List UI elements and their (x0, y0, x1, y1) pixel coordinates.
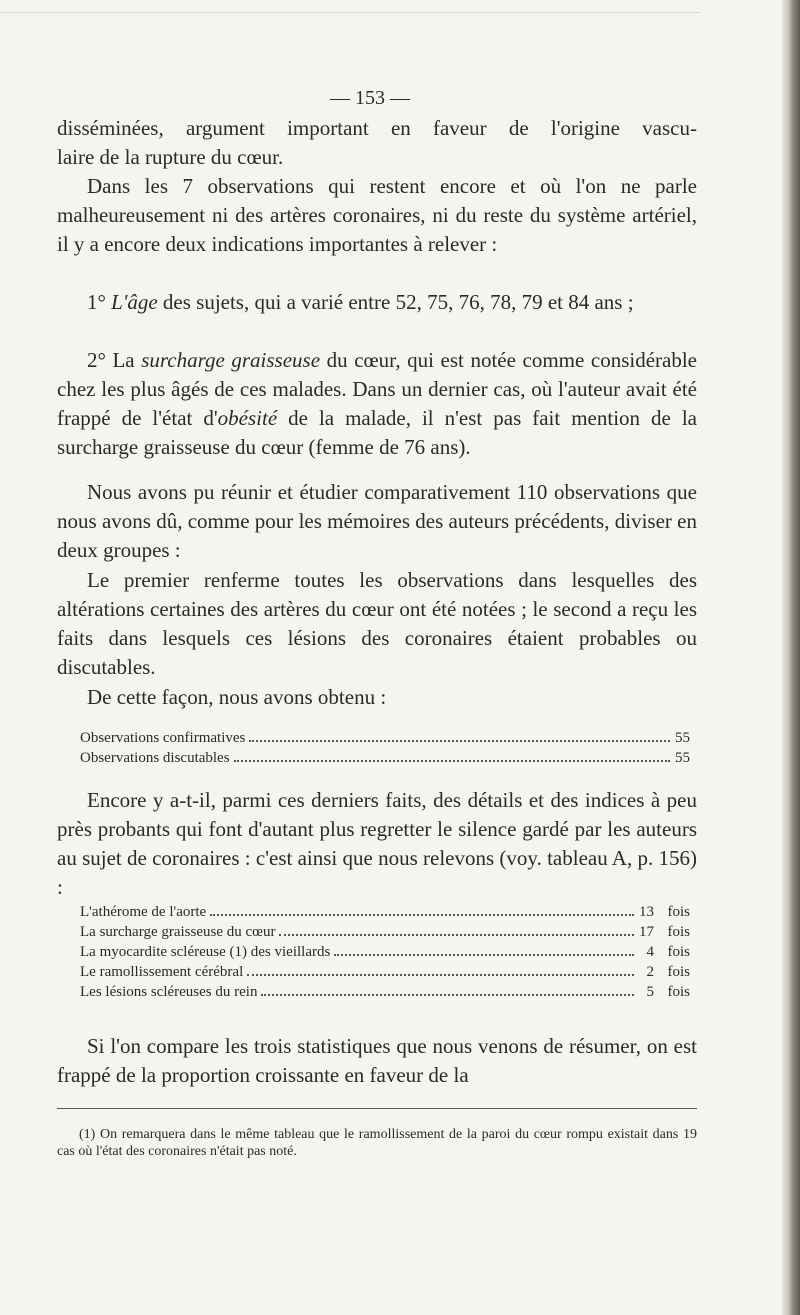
paragraph-110-observations: Nous avons pu réunir et étudier comparativement 110 observations que nous avons dû, comme pour les mémoires des auteurs précédents, diviser en deux groupes : (57, 480, 697, 562)
footnote-rule (57, 1108, 697, 1109)
table-row: Les lésions scléreuses du rein 5 fois (80, 984, 690, 1000)
paragraph-observations: Dans les 7 observations qui restent encore et où l'on ne parle malheureusement ni des artères coronaires, ni du reste du système artériel, il y a encore deux indications importantes à relever : (57, 174, 697, 256)
table-row: Observations discutables 55 (80, 750, 690, 766)
scan-top-edge (0, 12, 700, 13)
table-observations (80, 728, 690, 768)
page-number: — 153 — (330, 87, 410, 109)
table-row: La myocardite scléreuse (1) des vieillards 4 fois (80, 944, 690, 960)
paragraph-groups: Le premier renferme toutes les observations dans lesquelles des altérations certaines des artères du cœur ont été notées ; le second a reçu les faits dans lesquels ces lésions des coronaires étaient probables ou discutables. (57, 568, 697, 679)
footnote: (1) On remarquera dans le même tableau que le ramollissement de la paroi du cœur rompu existait dans 19 cas où l'état des coronaires n'était pas noté. (57, 1127, 697, 1159)
table-row: L'athérome de l'aorte 13 fois (80, 904, 690, 920)
table-row: Observations confirmatives 55 (80, 730, 690, 746)
table-lesions (80, 902, 690, 1002)
table-row: Le ramollissement cérébral 2 fois (80, 964, 690, 980)
paragraph-obtained: De cette façon, nous avons obtenu : (87, 685, 387, 709)
list-item-surcharge: 2° La surcharge graisseuse du cœur, qui est notée comme considérable chez les plus âgés de ces malades. Dans un dernier cas, où l'auteur avait été frappé de l'état d'obésité de la malade, il n'est pas fait mention de la surcharge graisseuse du cœur (femme de 76 ans). (57, 348, 698, 459)
paragraph-details: Encore y a-t-il, parmi ces derniers faits, des détails et des indices à peu près probants qui font d'autant plus regretter le silence gardé par les auteurs au sujet de coronaires : c'est ainsi que nous relevons (voy. tableau A, p. 156) : (57, 788, 697, 899)
paragraph-continuation: disséminées, argument important en faveur de l'origine vascu- laire de la rupture du cœur. (57, 116, 697, 169)
paragraph-statistics: Si l'on compare les trois statistiques que nous venons de résumer, on est frappé de la proportion croissante en faveur de la (57, 1034, 697, 1087)
list-item-age: 1° L'âge des sujets, qui a varié entre 52, 75, 76, 78, 79 et 84 ans ; (87, 290, 634, 314)
table-row: La surcharge graisseuse du cœur 17 fois (80, 924, 690, 940)
page-binding-edge (782, 0, 800, 1315)
